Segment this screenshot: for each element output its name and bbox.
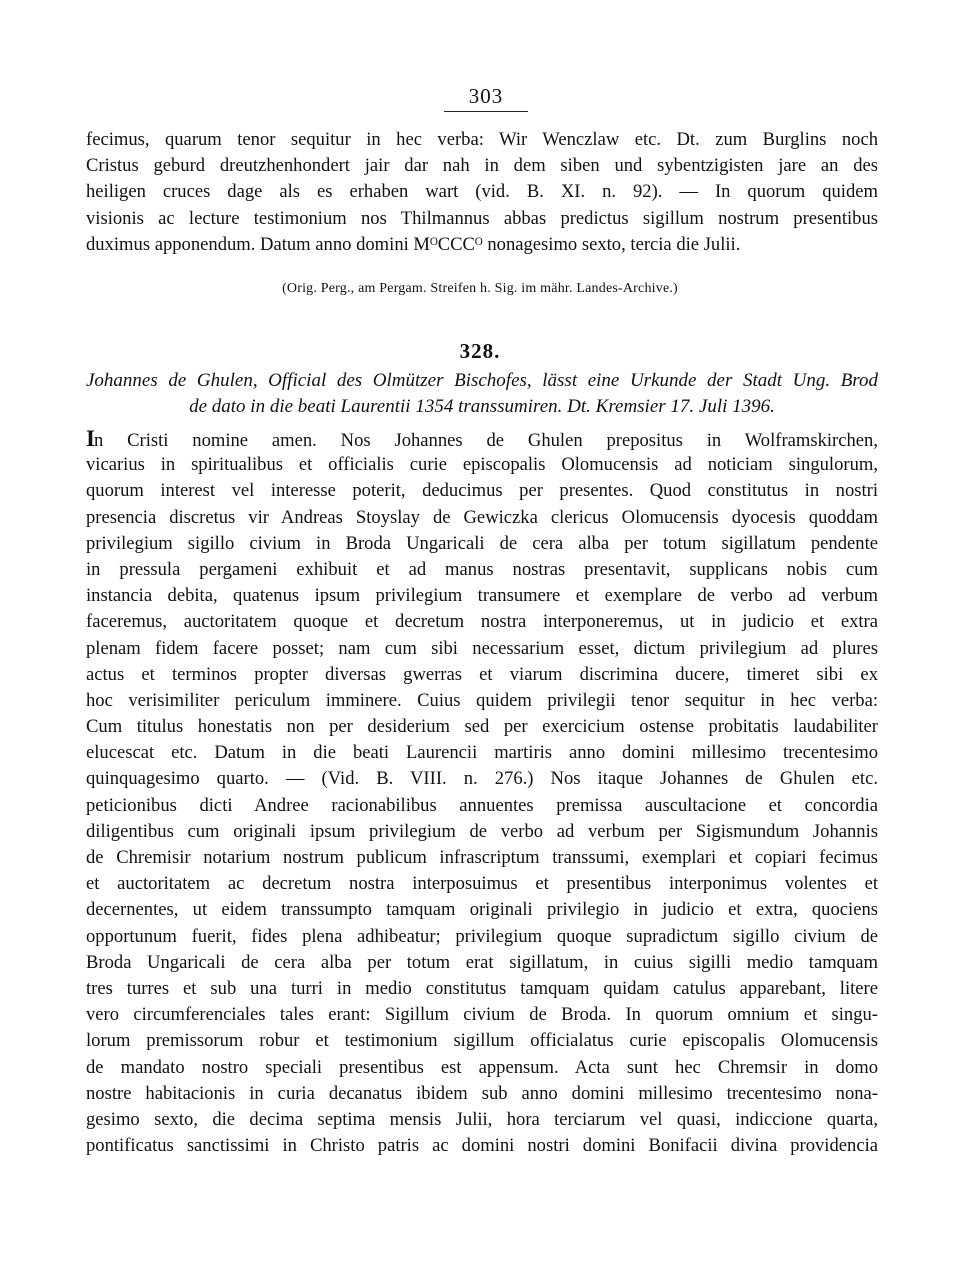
text-line: Cristus geburd dreutzhenhondert jair dar nah in dem siben und sybentzigisten jare an des <box>86 155 878 177</box>
text-line: heiligen cruces dage als es erhaben wart (vid. B. XI. n. 92). — In quorum quidem <box>86 181 878 203</box>
text-line: de Chremisir notarium nostrum publicum infrascriptum transsumi, exemplari et copiari fecimus <box>86 847 878 868</box>
text-line: plenam fidem facere posset; nam cum sibi necessarium esset, dictum privilegium ad plures <box>86 637 878 659</box>
text-line: decernentes, ut eidem transsumpto tamquam originali privilegio in judicio et extra, quociens <box>86 899 878 921</box>
header-rule <box>444 111 528 112</box>
source-note: (Orig. Perg., am Pergam. Streifen h. Sig. im mähr. Landes-Archive.) <box>282 281 678 296</box>
text-line: in pressula pergameni exhibuit et ad manus nostras presentavit, supplicans nobis cum <box>86 558 878 580</box>
document-body <box>86 426 878 1159</box>
text-line: Cum titulus honestatis non per desiderium sed per exercicium ostense probitatis laudabiliter <box>86 716 878 738</box>
text-line: Broda Ungaricali de cera alba per totum erat sigillatum, in cuius sigilli medio tamquam <box>86 951 878 973</box>
text-line: opportunum fuerit, fides plena adhibeatur; privilegium quoque supradictum sigillo civium de <box>86 925 878 947</box>
first-line-text: n Cristi nomine amen. Nos Johannes de Ghulen prepositus in Wolframskirchen, <box>93 430 878 451</box>
text-line: nostre habitacionis in curia decanatus ibidem sub anno domini millesimo trecentesimo nona- <box>86 1082 878 1104</box>
initial-letter: I <box>86 426 94 451</box>
text-line: et auctoritatem ac decretum nostra interposuimus et presentibus interponimus volentes et <box>86 873 878 895</box>
text-line: diligentibus cum originali ipsum privilegium de verbo ad verbum per Sigismundum Johannis <box>86 820 878 842</box>
text-line: lorum premissorum robur et testimonium sigillum officialatus curie episcopalis Olomucensis <box>86 1030 878 1052</box>
regest-line: Johannes de Ghulen, Official des Olmützer Bischofes, lässt eine Urkunde der Stadt Ung. Brod <box>86 370 878 391</box>
text-line: vicarius in spiritualibus et officialis curie episcopalis Olomucensis ad noticiam singulorum, <box>86 454 878 476</box>
text-line: duximus apponendum. Datum anno domini MᴼCCCᴼ nonagesimo sexto, tercia die Julii. <box>86 233 741 255</box>
previous-document-text <box>86 127 878 258</box>
text-line: hoc verisimiliter periculum imminere. Cuius quidem privilegii tenor sequitur in hec verba: <box>86 689 878 711</box>
text-line: presencia discretus vir Andreas Stoyslay de Gewiczka clericus Olomucensis dyocesis quoddam <box>86 506 878 528</box>
text-line: peticionibus dicti Andree racionabilibus annuentes premissa auscultacione et concordia <box>86 794 878 816</box>
text-line: elucescat etc. Datum in die beati Laurencii martiris anno domini millesimo trecentesimo <box>86 742 878 764</box>
text-line: gesimo sexto, die decima septima mensis Julii, hora terciarum vel quasi, indiccione quarta, <box>86 1108 878 1130</box>
text-line: quinquagesimo quarto. — (Vid. B. VIII. n. 276.) Nos itaque Johannes de Ghulen etc. <box>86 768 878 790</box>
page-number: 303 <box>468 84 504 108</box>
document-regest <box>86 368 878 420</box>
first-line <box>86 426 878 452</box>
text-line: actus et terminos propter diversas gwerras et viarum discrimina ducere, timeret sibi ex <box>86 663 878 685</box>
text-line: fecimus, quarum tenor sequitur in hec verba: Wir Wenczlaw etc. Dt. zum Burglins noch <box>86 129 878 150</box>
text-line: vero circumferenciales tales erant: Sigillum civium de Broda. In quorum omnium et singu- <box>86 1004 878 1026</box>
text-line: faceremus, auctoritatem quoque et decretum nostra interponeremus, ut in judicio et extra <box>86 611 878 633</box>
text-line: de mandato nostro speciali presentibus est appensum. Acta sunt hec Chremsir in domo <box>86 1056 878 1078</box>
document-number: 328. <box>459 339 501 363</box>
regest-line: de dato in die beati Laurentii 1354 transsumiren. Dt. Kremsier 17. Juli 1396. <box>189 396 775 417</box>
text-line: pontificatus sanctissimi in Christo patris ac domini nostri domini Bonifacii divina providencia <box>86 1135 878 1157</box>
text-line: instancia debita, quatenus ipsum privilegium transumere et exemplare de verbo ad verbum <box>86 585 878 607</box>
text-line: privilegium sigillo civium in Broda Ungaricali de cera alba per totum sigillatum pendente <box>86 532 878 554</box>
text-line: visionis ac lecture testimonium nos Thilmannus abbas predictus sigillum nostrum presentibus <box>86 207 878 229</box>
text-line: tres turres et sub una turri in medio constitutus tamquam quidam catulus apparebant, litere <box>86 977 878 999</box>
text-line: quorum interest vel interesse poterit, deducimus per presentes. Quod constitutus in nostri <box>86 480 878 502</box>
